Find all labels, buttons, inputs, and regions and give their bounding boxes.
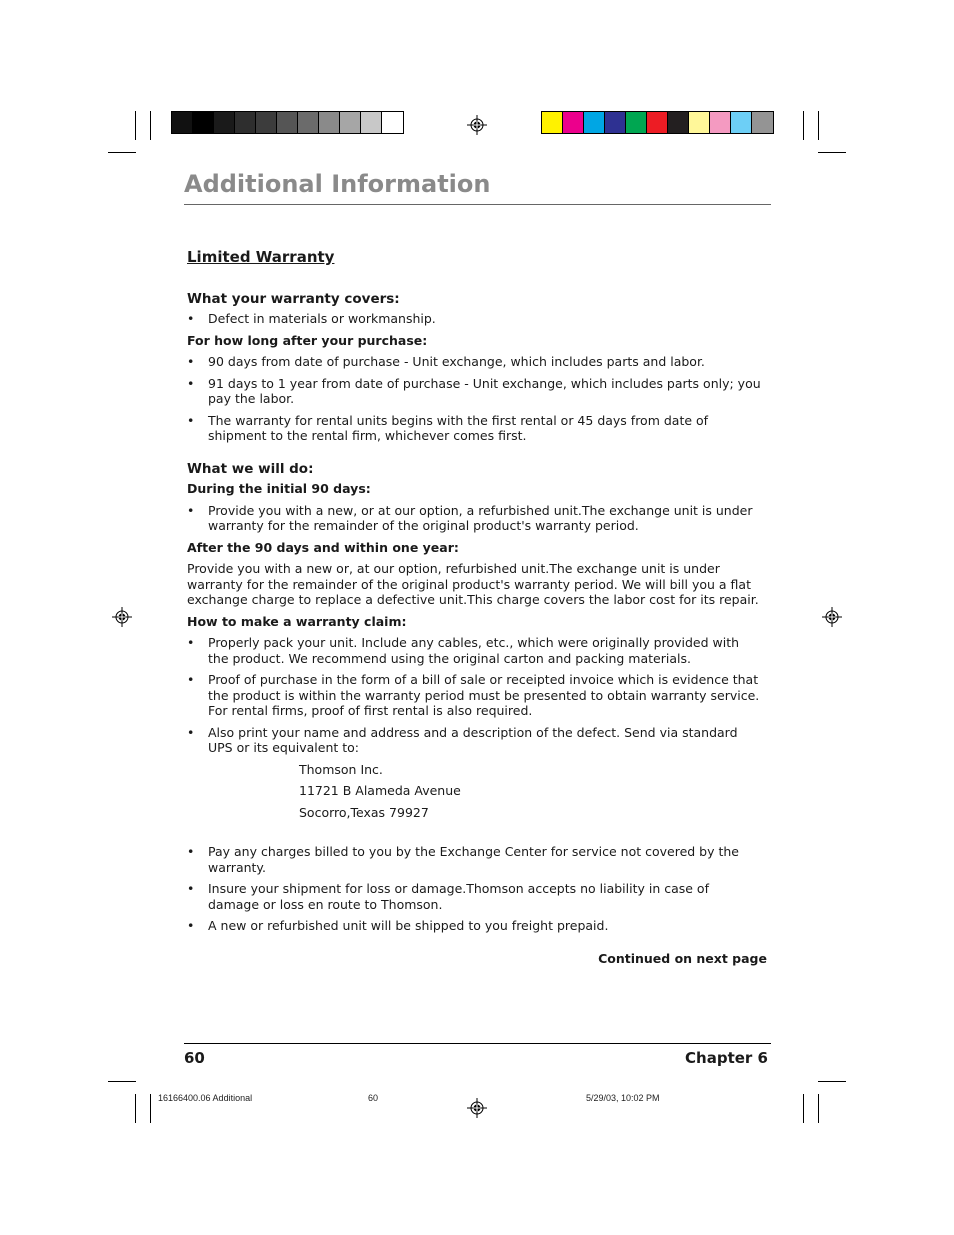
list-item: • Defect in materials or workmanship. [187, 311, 762, 327]
will-do-heading: What we will do: [187, 460, 314, 477]
crop-mark [818, 1081, 846, 1082]
color-swatch [382, 112, 403, 133]
list-item: • Provide you with a new, or at our option, a refurbished unit.The exchange unit is under warranty for the remainder of the original product's warranty period. [187, 503, 762, 534]
color-swatch [193, 112, 214, 133]
list-item: • 90 days from date of purchase - Unit exchange, which includes parts and labor. [187, 354, 762, 370]
crop-mark [818, 111, 819, 140]
crop-mark [818, 152, 846, 153]
list-item: • A new or refurbished unit will be shipped to you freight prepaid. [187, 918, 762, 934]
registration-mark-icon [467, 115, 487, 135]
crop-mark [150, 1094, 151, 1123]
list-item: • Properly pack your unit. Include any cables, etc., which were originally provided with the product. We recommend using the original carton and packing materials. [187, 635, 762, 666]
claim-list [187, 635, 762, 756]
duration-list [187, 354, 762, 444]
color-swatch [298, 112, 319, 133]
claim-list-continued [187, 844, 762, 934]
slug-timestamp: 5/29/03, 10:02 PM [586, 1093, 660, 1103]
crop-mark [803, 1094, 804, 1123]
initial-period-list [187, 503, 762, 534]
address-line: Socorro,Texas 79927 [299, 804, 429, 820]
mailing-address [299, 762, 762, 821]
color-swatch [689, 112, 710, 133]
slug-filename: 16166400.06 Additional [158, 1093, 253, 1103]
address-line: Thomson Inc. [299, 761, 383, 777]
color-swatch [172, 112, 193, 133]
continued-note: Continued on next page [598, 951, 767, 966]
color-swatch [752, 112, 773, 133]
covers-heading: What your warranty covers: [187, 290, 400, 307]
color-swatch [668, 112, 689, 133]
color-swatch [605, 112, 626, 133]
crop-mark [135, 111, 136, 140]
color-swatch [277, 112, 298, 133]
warranty-heading: Limited Warranty [187, 248, 335, 266]
registration-mark-icon [467, 1098, 487, 1118]
list-item: • The warranty for rental units begins with the first rental or 45 days from date of shipment to the rental firm, whichever comes first. [187, 413, 762, 444]
color-swatch [319, 112, 340, 133]
color-swatch [563, 112, 584, 133]
list-item: • Pay any charges billed to you by the Exchange Center for service not covered by the warranty. [187, 844, 762, 875]
list-item: • 91 days to 1 year from date of purchase - Unit exchange, which includes parts only; you pay the labor. [187, 376, 762, 407]
color-swatch [340, 112, 361, 133]
list-item: • Also print your name and address and a description of the defect. Send via standard UPS or its equivalent to: [187, 725, 762, 756]
crop-mark [150, 111, 151, 140]
crop-mark [108, 1081, 136, 1082]
claim-heading: How to make a warranty claim: [187, 613, 407, 629]
after-period-text: Provide you with a new or, at our option, refurbished unit.The exchange unit is under warranty for the remainder of the original product's warranty period. We will bill you a flat exchange charge to replace a defective unit.This charge covers the labor cost for its repair. [187, 561, 759, 607]
title-rule [184, 204, 771, 205]
color-swatch [542, 112, 563, 133]
color-swatch [647, 112, 668, 133]
grayscale-calibration-bar [171, 111, 404, 134]
color-swatch [626, 112, 647, 133]
warranty-content [187, 250, 762, 940]
color-swatch [256, 112, 277, 133]
covers-list [187, 311, 762, 327]
registration-mark-icon [822, 607, 842, 627]
color-swatch [361, 112, 382, 133]
color-swatch [731, 112, 752, 133]
after-period-heading: After the 90 days and within one year: [187, 539, 459, 555]
crop-mark [803, 111, 804, 140]
color-swatch [214, 112, 235, 133]
page-number: 60 [184, 1049, 205, 1067]
crop-mark [135, 1094, 136, 1123]
chapter-label: Chapter 6 [685, 1049, 768, 1067]
duration-heading: For how long after your purchase: [187, 332, 428, 348]
page-title: Additional Information [184, 170, 491, 198]
address-line: 11721 B Alameda Avenue [299, 783, 461, 798]
initial-period-heading: During the initial 90 days: [187, 481, 371, 496]
list-item: • Insure your shipment for loss or damage.Thomson accepts no liability in case of damage or loss en route to Thomson. [187, 881, 762, 912]
registration-mark-icon [112, 607, 132, 627]
list-item: • Proof of purchase in the form of a bill of sale or receipted invoice which is evidence that the product is within the warranty period must be presented to obtain warranty service. For rental firms, proof of first rental is also required. [187, 672, 762, 719]
footer-rule [184, 1043, 771, 1044]
crop-mark [108, 152, 136, 153]
color-swatch [235, 112, 256, 133]
color-calibration-bar [541, 111, 774, 134]
crop-mark [818, 1094, 819, 1123]
slug-page: 60 [368, 1093, 379, 1103]
color-swatch [584, 112, 605, 133]
color-swatch [710, 112, 731, 133]
